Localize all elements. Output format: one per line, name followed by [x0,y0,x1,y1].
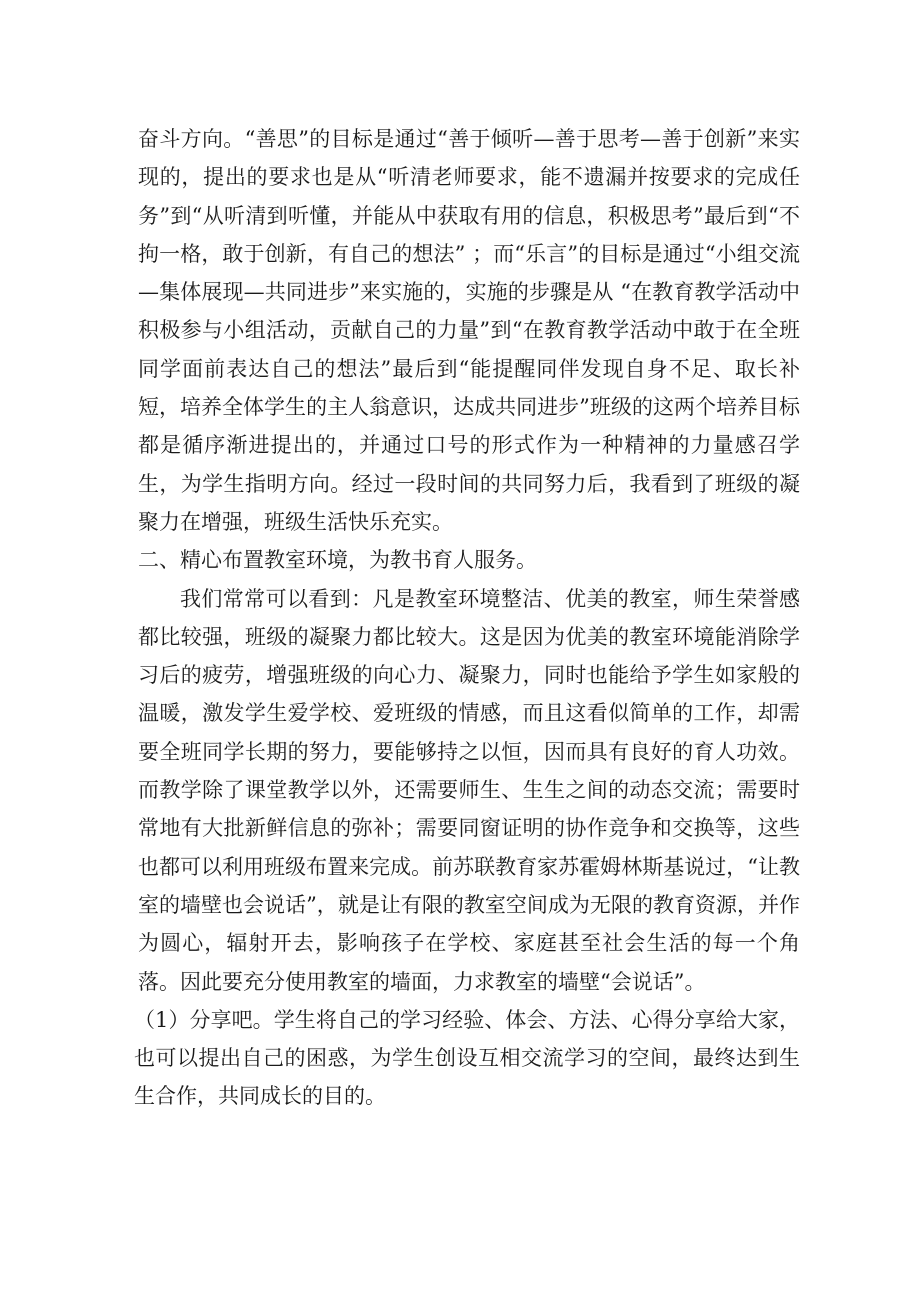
body-paragraph-continued: 奋斗方向。“善思”的目标是通过“善于倾听—善于思考—善于创新”来实现的，提出的要求也是从“听清老师要求，能不遗漏并按要求的完成任务”到“从听清到听懂，并能从中获取有用的信息，积极思考”最后到“不拘一格，敢于创新，有自己的想法” ；而“乐言”的目标是通过“小组交流—集体展现—共同进步”来实施的，实施的步骤是从 “在教育教学活动中积极参与小组活动，贡献自己的力量”到“在教育教学活动中敢于在全班同学面前表达自己的想法”最后到“能提醒同伴发现自身不足、取长补短，培养全体学生的主人翁意识，达成共同进步”班级的这两个培养目标都是循序渐进提出的，并通过口号的形式作为一种精神的力量感召学生，为学生指明方向。经过一段时间的共同努力后，我看到了班级的凝聚力在增强，班级生活快乐充实。 [138,127,800,534]
body-paragraph-environment: 我们常常可以看到：凡是教室环境整洁、优美的教室，师生荣誉感都比较强，班级的凝聚力都比较大。这是因为优美的教室环境能消除学习后的疲劳，增强班级的向心力、凝聚力，同时也能给予学生如家般的温暖，激发学生爱学校、爱班级的情感，而且这看似简单的工作，却需要全班同学长期的努力，要能够持之以恒，因而具有良好的育人功效。而教学除了课堂教学以外，还需要师生、生生之间的动态交流；需要时常地有大批新鲜信息的弥补；需要同窗证明的协作竞争和交换等，这些也都可以利用班级布置来完成。前苏联教育家苏霍姆林斯基说过，“让教室的墙壁也会说话”，就是让有限的教室空间成为无限的教育资源，并作为圆心，辐射开去，影响孩子在学校、家庭甚至社会生活的每一个角落。因此要充分使用教室的墙面，力求教室的墙壁“会说话”。 [138,586,800,994]
section-heading: 二、精心布置教室环境，为教书育人服务。 [138,548,537,573]
list-item-share: （1）分享吧。学生将自己的学习经验、体会、方法、心得分享给大家，也可以提出自己的困惑，为学生创设互相交流学习的空间，最终达到生生合作，共同成长的目的。 [134,1007,800,1109]
